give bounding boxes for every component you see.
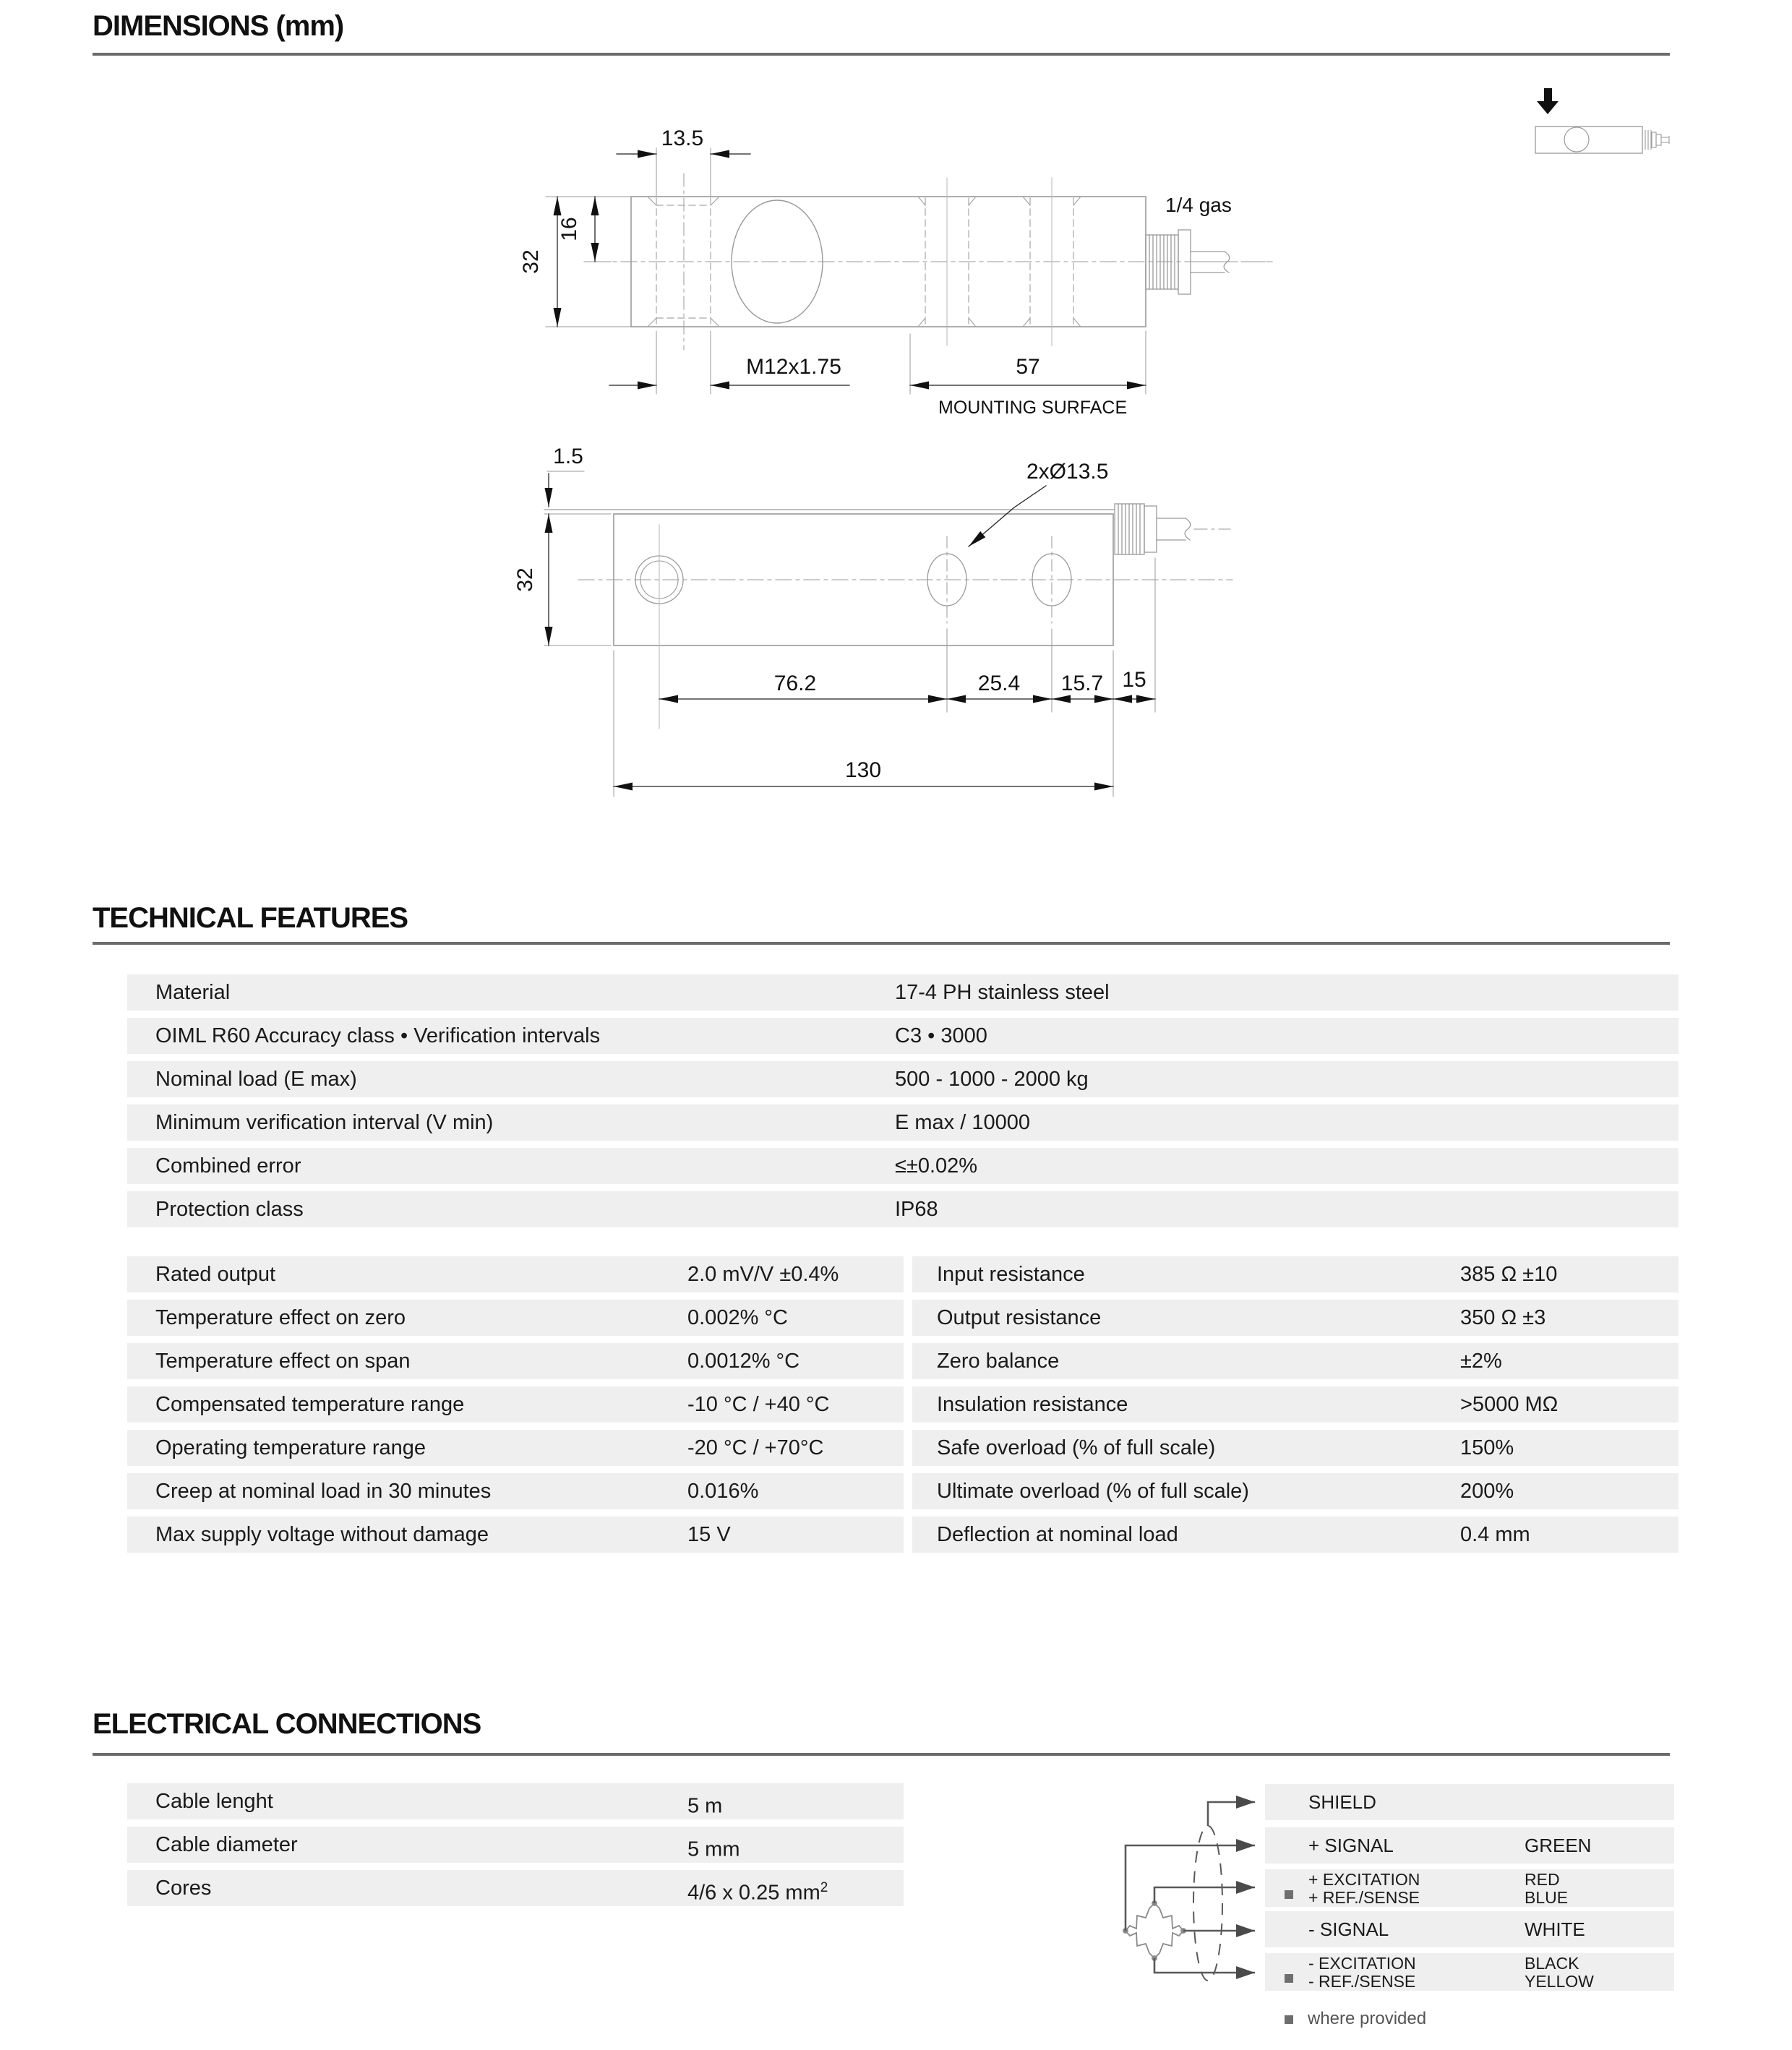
- feature-value: E max / 10000: [895, 1111, 1030, 1134]
- cable-value: [687, 1870, 828, 1911]
- wiring-signal-line: + REF./SENSE: [1308, 1888, 1420, 1907]
- provided-marker-icon: [1285, 1890, 1293, 1899]
- feature-value: 385 Ω ±10: [1460, 1263, 1558, 1286]
- feature-label: Operating temperature range: [155, 1436, 426, 1459]
- mounting-surface-label: MOUNTING SURFACE: [938, 398, 1128, 418]
- dimensions-section-title: DIMENSIONS (mm): [93, 10, 344, 42]
- feature-label: Creep at nominal load in 30 minutes: [155, 1480, 492, 1503]
- dim-16-label: 16: [557, 217, 581, 241]
- dim-32-top-label: 32: [513, 567, 537, 592]
- wiring-row: [1265, 1953, 1674, 1991]
- feature-label: Zero balance: [937, 1350, 1060, 1373]
- feature-label: OIML R60 Accuracy class • Verification intervals: [155, 1024, 601, 1047]
- feature-value: 17-4 PH stainless steel: [895, 981, 1110, 1004]
- feature-label: Max supply voltage without damage: [155, 1523, 489, 1546]
- dim-1-5-label: 1.5: [553, 445, 583, 468]
- table-row: [912, 1473, 1679, 1509]
- feature-value: 2.0 mV/V ±0.4%: [687, 1263, 839, 1286]
- table-row: [127, 974, 1679, 1011]
- table-row: [127, 1430, 904, 1466]
- cable-value: [687, 1783, 722, 1824]
- dim-76-2-label: 76.2: [773, 672, 817, 695]
- wiring-legend-text: where provided: [1308, 2009, 1427, 2028]
- wiring-signal-label: - SIGNAL: [1308, 1918, 1389, 1940]
- cable-value: [687, 1827, 740, 1868]
- dim-32-side-label: 32: [519, 249, 543, 274]
- load-direction-icon: [1535, 88, 1669, 153]
- feature-label: Minimum verification interval (V min): [155, 1111, 494, 1134]
- wiring-color-line: RED: [1525, 1870, 1560, 1889]
- wiring-row: [1265, 1869, 1674, 1907]
- feature-value: 0.0012% °C: [687, 1350, 800, 1373]
- wiring-signal-label: SHIELD: [1308, 1791, 1376, 1813]
- feature-value: C3 • 3000: [895, 1024, 987, 1047]
- wiring-color-label: [1525, 1955, 1594, 1991]
- cable-value-text: 5 mm: [687, 1837, 740, 1861]
- wiring-color-label: GREEN: [1525, 1835, 1592, 1856]
- feature-value: 15 V: [687, 1523, 731, 1546]
- feature-value: 0.4 mm: [1460, 1523, 1530, 1546]
- wiring-color-line: YELLOW: [1525, 1972, 1594, 1991]
- table-row: [127, 1300, 904, 1336]
- cable-label: Cable lenght: [155, 1790, 273, 1813]
- wiring-color-label: [1525, 1871, 1568, 1907]
- table-row: [912, 1517, 1679, 1553]
- table-row: [127, 1343, 904, 1379]
- feature-label: Temperature effect on span: [155, 1350, 411, 1373]
- dim-130-label: 130: [844, 758, 882, 782]
- wiring-signal-line: - EXCITATION: [1308, 1954, 1416, 1973]
- feature-label: Ultimate overload (% of full scale): [937, 1480, 1249, 1503]
- table-row: [912, 1300, 1679, 1336]
- technical-section-title: TECHNICAL FEATURES: [93, 902, 408, 934]
- wiring-row: [1265, 1784, 1674, 1820]
- table-row: [127, 1827, 904, 1863]
- dim-13-5-label: 13.5: [661, 126, 704, 150]
- wiring-row: [1265, 1911, 1674, 1947]
- dimension-drawings: [0, 0, 1792, 867]
- feature-label: Rated output: [155, 1263, 276, 1286]
- wiring-color-line: BLUE: [1525, 1888, 1569, 1907]
- gas-thread-label: 1/4 gas: [1165, 194, 1232, 216]
- wiring-signal-label: [1308, 1871, 1420, 1907]
- feature-label: Deflection at nominal load: [937, 1523, 1178, 1546]
- feature-label: Insulation resistance: [937, 1393, 1128, 1416]
- table-row: [912, 1386, 1679, 1423]
- feature-label: Nominal load (E max): [155, 1068, 357, 1091]
- feature-label: Material: [155, 981, 231, 1004]
- dim-25-4-label: 25.4: [977, 672, 1021, 695]
- feature-value: -10 °C / +40 °C: [687, 1393, 830, 1416]
- wheatstone-bridge: [1123, 1901, 1186, 1960]
- table-row: [127, 1517, 904, 1553]
- table-row: [127, 1148, 1679, 1184]
- top-view-drawing: [513, 445, 1232, 797]
- dim-57-label: 57: [1016, 355, 1040, 379]
- feature-value: 150%: [1460, 1436, 1514, 1459]
- wiring-signal-line: + EXCITATION: [1308, 1870, 1420, 1889]
- technical-rule: [93, 942, 1670, 945]
- thread-label: M12x1.75: [746, 355, 841, 379]
- wiring-legend: [1285, 2009, 1426, 2029]
- feature-value: 500 - 1000 - 2000 kg: [895, 1068, 1089, 1091]
- feature-label: Temperature effect on zero: [155, 1306, 406, 1329]
- cable-label: Cores: [155, 1877, 212, 1900]
- feature-label: Protection class: [155, 1198, 304, 1221]
- wiring-signal-label: + SIGNAL: [1308, 1835, 1394, 1856]
- table-row: [127, 1061, 1679, 1097]
- feature-label: Output resistance: [937, 1306, 1102, 1329]
- cable-shield-ellipse: [1193, 1826, 1222, 1981]
- feature-label: Compensated temperature range: [155, 1393, 465, 1416]
- table-row: [912, 1430, 1679, 1466]
- feature-value: 0.016%: [687, 1480, 759, 1503]
- table-row: [127, 1256, 904, 1292]
- feature-value: ≤±0.02%: [895, 1154, 978, 1178]
- table-row: [912, 1256, 1679, 1292]
- wiring-arrows: [1126, 1802, 1255, 1973]
- table-row: [127, 1473, 904, 1509]
- feature-value: >5000 MΩ: [1460, 1393, 1559, 1416]
- cable-value-text: 4/6 x 0.25 mm: [687, 1881, 820, 1905]
- holes-label: 2xØ13.5: [1026, 460, 1109, 484]
- feature-label: Combined error: [155, 1154, 301, 1178]
- table-row: [127, 1105, 1679, 1141]
- wiring-color-label: WHITE: [1525, 1918, 1585, 1940]
- table-row: [912, 1343, 1679, 1379]
- wiring-signal-line: - REF./SENSE: [1308, 1972, 1416, 1991]
- electrical-rule: [93, 1753, 1670, 1756]
- feature-value: 350 Ω ±3: [1460, 1306, 1546, 1329]
- table-row: [127, 1191, 1679, 1227]
- dim-15-label: 15: [1122, 668, 1146, 692]
- feature-label: Safe overload (% of full scale): [937, 1436, 1216, 1459]
- table-row: [127, 1870, 904, 1906]
- provided-marker-icon: [1285, 2015, 1293, 2024]
- feature-value: ±2%: [1460, 1350, 1502, 1373]
- wiring-color-line: BLACK: [1525, 1954, 1579, 1973]
- cable-label: Cable diameter: [155, 1833, 298, 1856]
- dim-15-7-label: 15.7: [1060, 672, 1104, 695]
- wiring-signal-label: [1308, 1955, 1416, 1991]
- provided-marker-icon: [1285, 1974, 1293, 1983]
- cable-value-text: 5 m: [687, 1794, 723, 1818]
- feature-label: Input resistance: [937, 1263, 1085, 1286]
- wiring-row: [1265, 1827, 1674, 1864]
- feature-value: -20 °C / +70°C: [687, 1436, 824, 1459]
- down-arrow-icon: [1537, 88, 1559, 114]
- feature-value: IP68: [895, 1198, 938, 1221]
- side-view-drawing: [519, 126, 1274, 418]
- table-row: [127, 1018, 1679, 1054]
- cable-value-sup: 2: [820, 1880, 828, 1895]
- feature-value: 0.002% °C: [687, 1306, 788, 1329]
- feature-value: 200%: [1460, 1480, 1514, 1503]
- table-row: [127, 1783, 904, 1819]
- electrical-section-title: ELECTRICAL CONNECTIONS: [93, 1708, 481, 1740]
- table-row: [127, 1386, 904, 1423]
